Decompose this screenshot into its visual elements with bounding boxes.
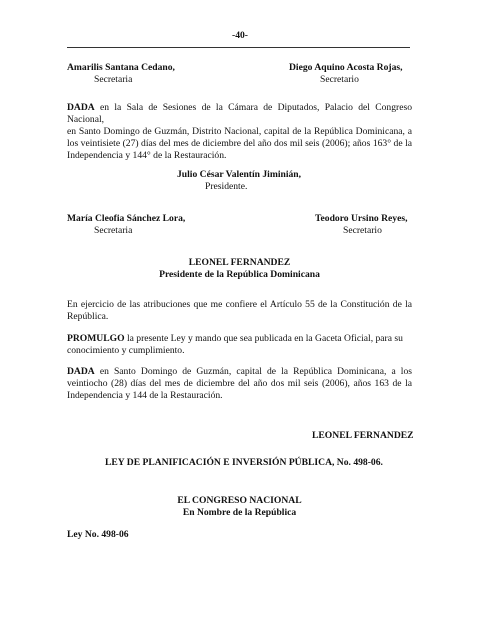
president-name: LEONEL FERNANDEZ — [188, 257, 291, 268]
dada1-line1: en la Sala de Sesiones de la Cámara de Diputados, Palacio del Congreso Nacional, — [67, 102, 413, 125]
promulgo-line2: conocimiento y cumplimiento. — [67, 345, 185, 356]
signature-right-name: Diego Aquino Acosta Rojas, — [289, 62, 403, 73]
ejercicio-line1: En ejercicio de las atribuciones que me confiere el Artículo 55 de la Constitución de la — [67, 299, 412, 310]
signature-mid-right-name: Teodoro Ursino Reyes, — [315, 213, 408, 224]
ejercicio-line2: República. — [67, 311, 109, 322]
ejercicio-paragraph — [67, 299, 412, 323]
signature-mid-right-role: Secretario — [343, 225, 382, 236]
header-rule — [67, 47, 410, 48]
promulgo-paragraph — [67, 333, 412, 357]
dada1-line4: Independencia y 144° de la Restauración. — [67, 150, 227, 161]
dada-paragraph-2 — [67, 366, 412, 402]
signature-mid-left-role: Secretaria — [94, 225, 133, 236]
signature-mid-left-name: María Cleofia Sánchez Lora, — [67, 213, 186, 224]
ley-number: Ley No. 498-06 — [67, 529, 129, 540]
dada1-line3: los veintisiete (27) días del mes de diciembre del año dos mil seis (2006); años 163° de la — [67, 138, 412, 149]
congreso-line2: En Nombre de la República — [182, 507, 297, 518]
signature-left-role: Secretaria — [94, 74, 133, 85]
dada-paragraph-1 — [67, 102, 412, 162]
promulgo-line1: la presente Ley y mando que sea publicada en la Gaceta Oficial, para su — [126, 333, 403, 344]
dada-lead-1: DADA — [67, 102, 95, 113]
law-title: LEY DE PLANIFICACIÓN E INVERSIÓN PÚBLICA, No. 498-06. — [105, 457, 383, 468]
dada2-line3: Independencia y 144 de la Restauración. — [67, 390, 223, 401]
promulgo-lead: PROMULGO — [67, 333, 125, 344]
president-title: Presidente de la República Dominicana — [159, 269, 320, 280]
dada1-line2: en Santo Domingo de Guzmán, Distrito Nacional, capital de la República Dominicana, a — [67, 126, 412, 137]
dada2-line2: veintiocho (28) días del mes de diciembre del año dos mil seis (2006), años 163 de la — [67, 378, 412, 389]
dada-lead-2: DADA — [67, 366, 95, 377]
president-camara-role: Presidente. — [205, 181, 248, 192]
page-number: -40- — [232, 30, 248, 41]
congreso-line1: EL CONGRESO NACIONAL — [177, 495, 302, 506]
signature-leonel: LEONEL FERNANDEZ — [312, 430, 414, 441]
signature-left-name: Amarilis Santana Cedano, — [67, 62, 175, 73]
dada2-line1: en Santo Domingo de Guzmán, capital de la República Dominicana, a los — [99, 366, 413, 377]
president-camara-name: Julio César Valentín Jiminián, — [177, 169, 302, 180]
signature-right-role: Secretario — [320, 74, 359, 85]
